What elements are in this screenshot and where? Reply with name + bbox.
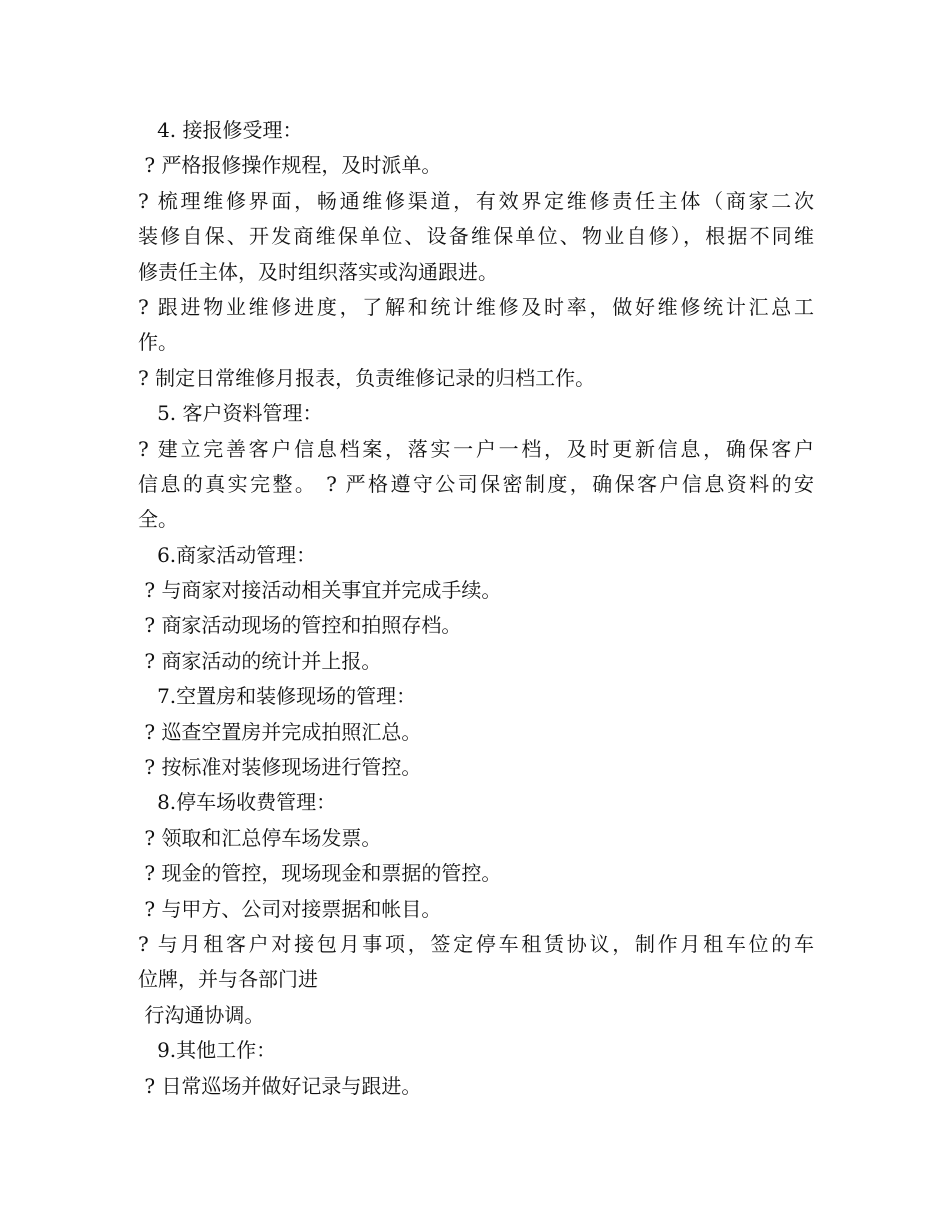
list-item: ? 建立完善客户信息档案，落实一户一档，及时更新信息，确保客户 — [138, 436, 814, 461]
list-item: ? 严格报修操作规程，及时派单。 — [138, 153, 442, 178]
list-item-continuation: 修责任主体，及时组织落实或沟通跟进。 — [138, 259, 498, 284]
list-item-continuation: 行沟通协调。 — [138, 1002, 265, 1027]
list-item: ? 跟进物业维修进度，了解和统计维修及时率，做好维修统计汇总工 — [138, 294, 814, 319]
list-item-continuation: 位牌，并与各部门进 — [138, 967, 318, 992]
section-heading: 6.商家活动管理： — [138, 542, 317, 567]
list-item-continuation: 信息的真实完整。 ? 严格遵守公司保密制度，确保客户信息资料的安 — [138, 471, 814, 496]
list-item-continuation: 全。 — [138, 507, 178, 532]
list-item: ? 梳理维修界面，畅通维修渠道，有效界定维修责任主体（商家二次 — [138, 188, 814, 213]
list-item: ? 领取和汇总停车场发票。 — [138, 825, 382, 850]
document-body — [138, 113, 814, 1104]
list-item-continuation: 装修自保、开发商维保单位、设备维保单位、物业自修），根据不同维 — [138, 224, 814, 249]
section-heading: 4. 接报修受理： — [138, 118, 303, 142]
list-item: ? 与月租客户对接包月事项，签定停车租赁协议，制作月租车位的车 — [138, 931, 814, 956]
list-item: ? 制定日常维修月报表，负责维修记录的归档工作。 — [138, 365, 596, 390]
list-item: ? 按标准对装修现场进行管控。 — [138, 755, 422, 780]
list-item: ? 现金的管控，现场现金和票据的管控。 — [138, 861, 502, 886]
list-item: ? 商家活动的统计并上报。 — [138, 648, 382, 673]
list-item: ? 日常巡场并做好记录与跟进。 — [138, 1073, 422, 1098]
section-heading: 8.停车场收费管理： — [138, 790, 337, 815]
section-heading: 5. 客户资料管理： — [138, 401, 323, 426]
list-item-continuation: 作。 — [138, 330, 178, 355]
list-item: ? 巡查空置房并完成拍照汇总。 — [138, 719, 422, 744]
list-item: ? 商家活动现场的管控和拍照存档。 — [138, 613, 462, 638]
section-heading: 9.其他工作： — [138, 1038, 277, 1063]
section-heading: 7.空置房和装修现场的管理： — [138, 684, 417, 709]
list-item: ? 与商家对接活动相关事宜并完成手续。 — [138, 578, 502, 603]
list-item: ? 与甲方、公司对接票据和帐目。 — [138, 896, 442, 921]
